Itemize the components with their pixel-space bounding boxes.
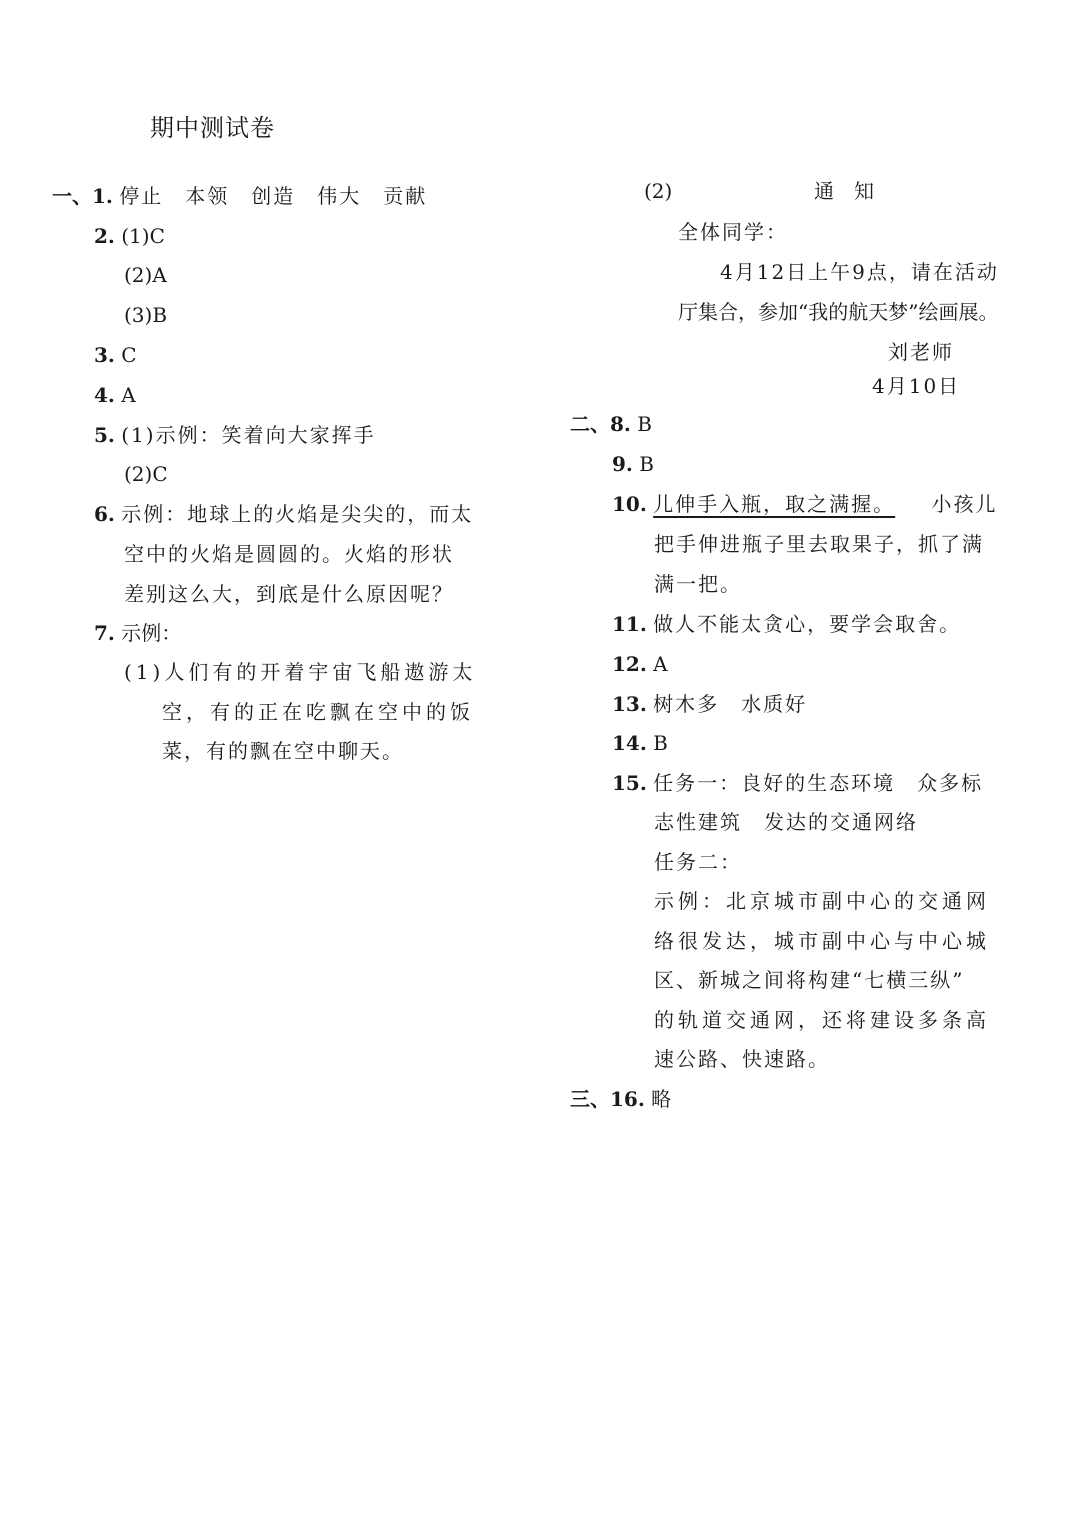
q1-number: 一、1. [52,184,113,208]
notice-signature: 刘老师 [888,340,954,364]
q10-answer-line-3: 满一把。 [654,572,742,596]
q3-answer: C [121,343,137,367]
q16-number: 三、16. [570,1087,645,1111]
q14-line [612,729,668,757]
q12-number: 12. [612,652,647,676]
q12-answer: A [653,652,668,676]
q16-answer: 略 [651,1087,672,1111]
q6-number: 6. [94,502,115,526]
q9-answer: B [639,452,654,476]
q8-answer: B [637,412,652,436]
q6-answer-line-2: 空中的火焰是圆圆的。火焰的形状 [124,542,454,566]
q8-number: 二、8. [570,412,631,436]
q12-line [612,650,668,678]
q15-answer-line-5: 络很发达，城市副中心与中心城 [654,929,990,953]
q6-line [94,500,473,528]
q10-line [612,490,998,518]
q7-answer-line-3: 菜，有的飘在空中聊天。 [162,739,404,763]
q11-answer: 做人不能太贪心，要学会取舍。 [653,612,962,636]
q15-answer-line-1: 任务一：良好的生态环境 众多标 [653,771,984,795]
notice-date: 4月10日 [872,374,961,398]
notice-body-line-2: 厅集合，参加“我的航天梦”绘画展。 [678,300,999,324]
q9-number: 9. [612,452,633,476]
q10-underlined-text: 儿伸手入瓶，取之满握。 [653,492,896,516]
q8-line [570,410,652,438]
q15-answer-line-3: 任务二： [654,850,742,874]
q3-number: 3. [94,343,115,367]
q15-answer-line-2: 志性建筑 发达的交通网络 [654,810,918,834]
q16-line [570,1085,671,1113]
notice-body-line-1: 4月12日上午9点，请在活动 [720,260,999,284]
q7-answer-line-2: 空，有的正在吃飘在空中的饭 [162,700,474,724]
q14-answer: B [653,731,668,755]
q11-number: 11. [612,612,647,636]
q5-line [94,421,376,449]
q7-number: 7. [94,621,115,645]
q13-number: 13. [612,692,647,716]
notice-greeting: 全体同学： [678,220,788,244]
q6-answer-line-1: 示例：地球上的火焰是尖尖的，而太 [121,502,474,526]
q9-line [612,450,654,478]
notice-number: (2) [644,179,673,203]
q15-answer-line-8: 速公路、快速路。 [654,1047,830,1071]
q5-number: 5. [94,423,115,447]
q2-answer-1: (1)C [121,224,165,248]
q15-answer-line-4: 示例：北京城市副中心的交通网 [654,889,990,913]
q2-answer-3: (3)B [124,303,168,327]
q10-answer-line-1: 小孩儿 [931,492,998,516]
q15-answer-line-6: 区、新城之间将构建“七横三纵” [654,968,965,992]
page-title: 期中测试卷 [150,114,275,142]
q15-number: 15. [612,771,647,795]
q4-line [94,381,136,409]
q10-number: 10. [612,492,647,516]
q14-number: 14. [612,731,647,755]
q7-line [94,619,181,647]
q15-line [612,769,983,797]
q5-answer-2: (2)C [124,462,168,486]
q4-answer: A [121,383,136,407]
q13-line [612,690,807,718]
notice-title: 通 知 [814,179,874,203]
q10-answer-line-2: 把手伸进瓶子里去取果子，抓了满 [654,532,984,556]
q2-number: 2. [94,224,115,248]
q6-answer-line-3: 差别这么大，到底是什么原因呢？ [124,582,454,606]
q2-line [94,222,165,250]
q4-number: 4. [94,383,115,407]
q1-line [52,182,427,210]
q7-answer-line-1: (1)人们有的开着宇宙飞船遨游太 [124,660,477,684]
q5-answer-1: (1)示例：笑着向大家挥手 [121,423,376,447]
q11-line [612,610,961,638]
q7-answer-intro: 示例： [121,621,182,645]
q3-line [94,341,137,369]
q1-answer: 停止 本领 创造 伟大 贡献 [119,184,428,208]
q15-answer-line-7: 的轨道交通网，还将建设多条高 [654,1008,990,1032]
q13-answer: 树木多 水质好 [653,692,808,716]
q2-answer-2: (2)A [124,263,167,287]
